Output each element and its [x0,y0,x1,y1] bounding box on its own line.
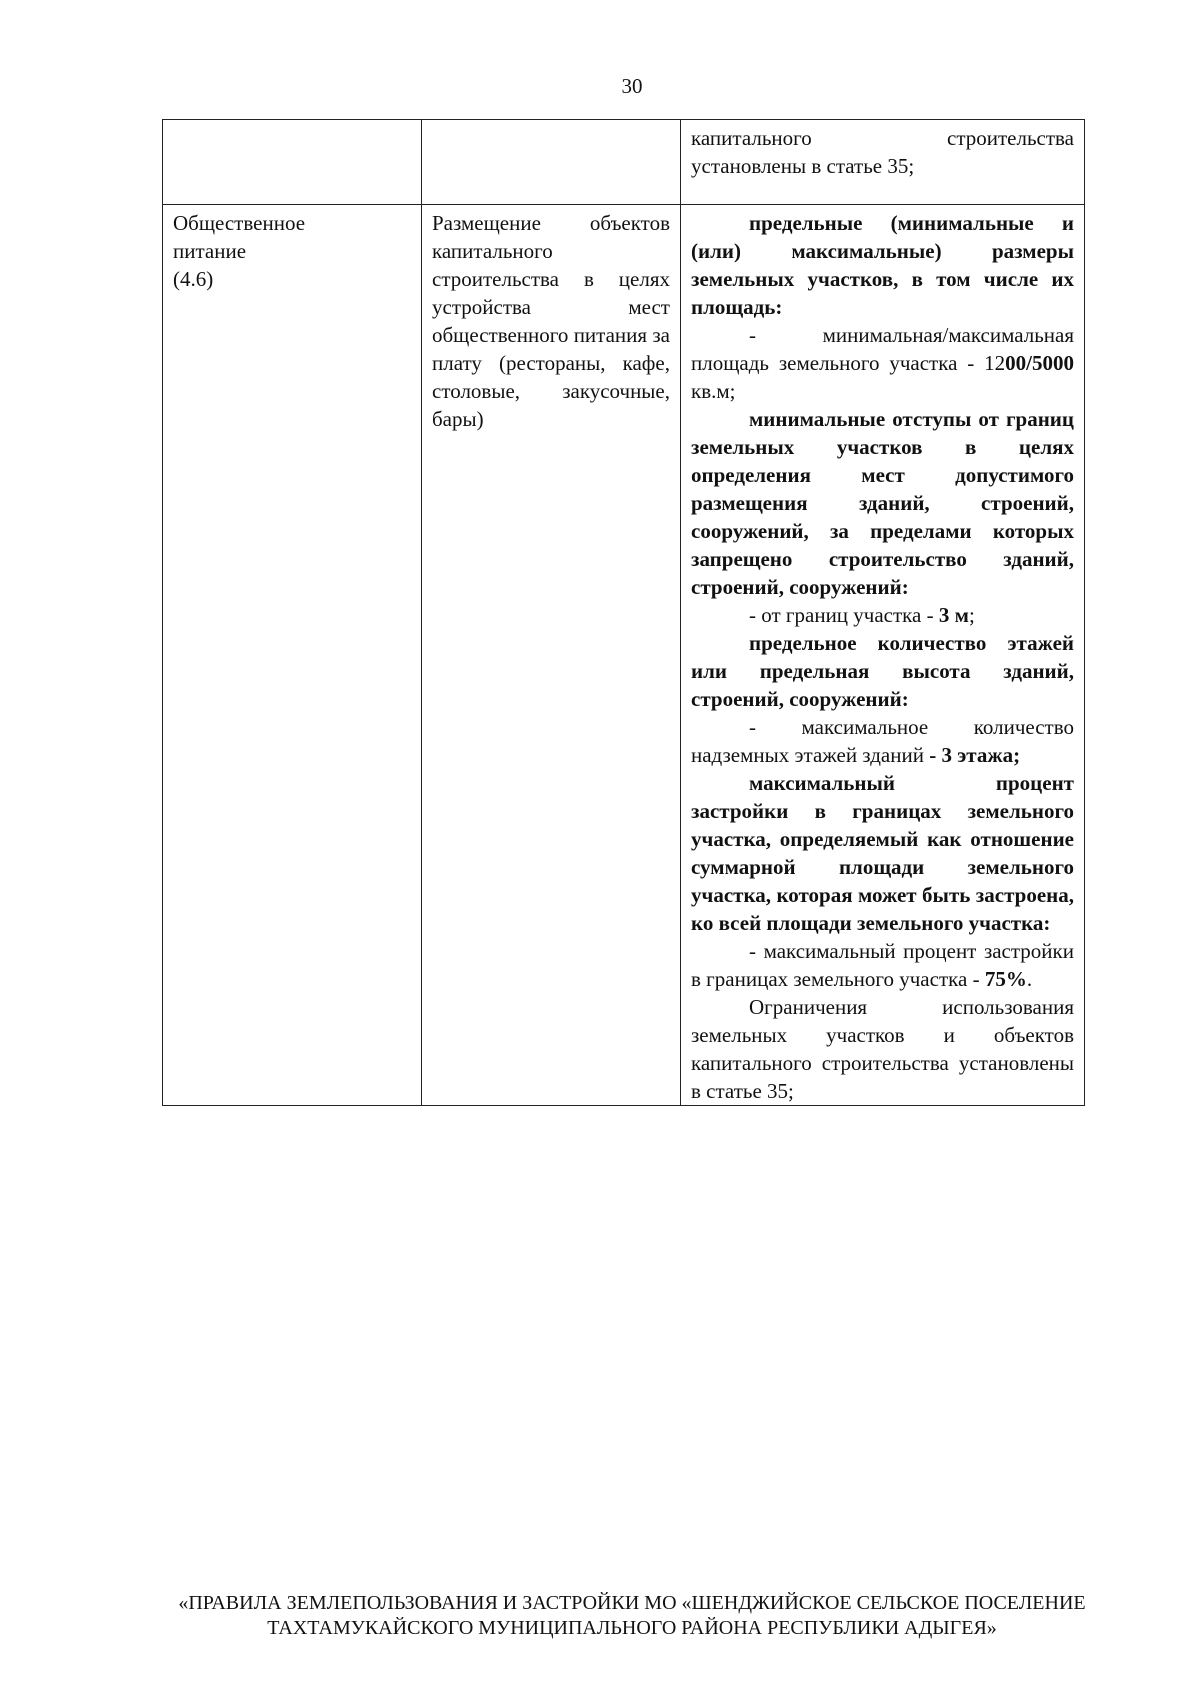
footer-line: «ПРАВИЛА ЗЕМЛЕПОЛЬЗОВАНИЯ И ЗАСТРОЙКИ МО «ШЕНДЖИЙСКОЕ СЕЛЬСКОЕ ПОСЕЛЕНИЕ [178,1592,1086,1614]
use-type-cell [163,205,422,1106]
param-value [691,713,1074,769]
cell-text: установлены в статье 35; [691,154,915,178]
cell-text: капитального строительства [691,126,1074,150]
param-value [691,937,1074,993]
param-text: кв.м; [691,379,736,403]
param-bold: - 3 этажа; [929,743,1021,767]
param-bold: 75% [984,967,1027,991]
table-row [163,120,1085,205]
use-type-name: Общественное питание [173,211,306,263]
param-text: - максимальное количество надземных этажей зданий [691,715,1074,767]
regulations-table [162,119,1085,1106]
param-value [691,321,1074,405]
param-bold: 3 м [938,603,969,627]
param-text: - минимальная/максимальная площадь земельного участка - 12 [691,323,1074,375]
use-description-cell [422,205,681,1106]
param-text: . [1026,967,1033,991]
table-cell [163,120,422,205]
param-text: - максимальный процент застройки в границах земельного участка - [691,939,1074,991]
param-value [691,601,1074,629]
param-heading: предельные (минимальные и (или) максимальные) размеры земельных участков, в том числе их площадь: [691,211,1074,319]
parameters-cell [681,205,1085,1106]
table-cell [681,120,1085,205]
footer-line: ТАХТАМУКАЙСКОГО МУНИЦИПАЛЬНОГО РАЙОНА РЕСПУБЛИКИ АДЫГЕЯ» [267,1617,997,1639]
document-footer [0,1591,1200,1641]
param-heading: минимальные отступы от границ земельных участков в целях определения мест допустимого размещения зданий, строений, сооружений, за пределами которых запрещено строительство зданий, строений, сооружений: [691,407,1074,599]
param-heading: предельное количество этажей или предельная высота зданий, строений, сооружений: [691,631,1074,711]
use-description: Размещение объектов капитального строительства в целях устройства мест общественного питания за плату (рестораны, кафе, столовые, закусочные, бары) [432,211,670,431]
param-bold: 00/5000 [1005,351,1074,375]
param-heading: максимальный процент застройки в границах земельного участка, определяемый как отношение суммарной площади земельного участка, которая может быть застроена, ко всей площади земельного участка: [691,771,1074,935]
page-number: 30 [621,74,643,98]
use-type-code: (4.6) [173,267,214,291]
param-text: ; [968,603,975,627]
table-row [163,205,1085,1106]
table-cell [422,120,681,205]
param-text: - от границ участка - [749,603,939,627]
param-note: Ограничения использования земельных участков и объектов капитального строительства установлены в статье 35; [691,995,1074,1103]
